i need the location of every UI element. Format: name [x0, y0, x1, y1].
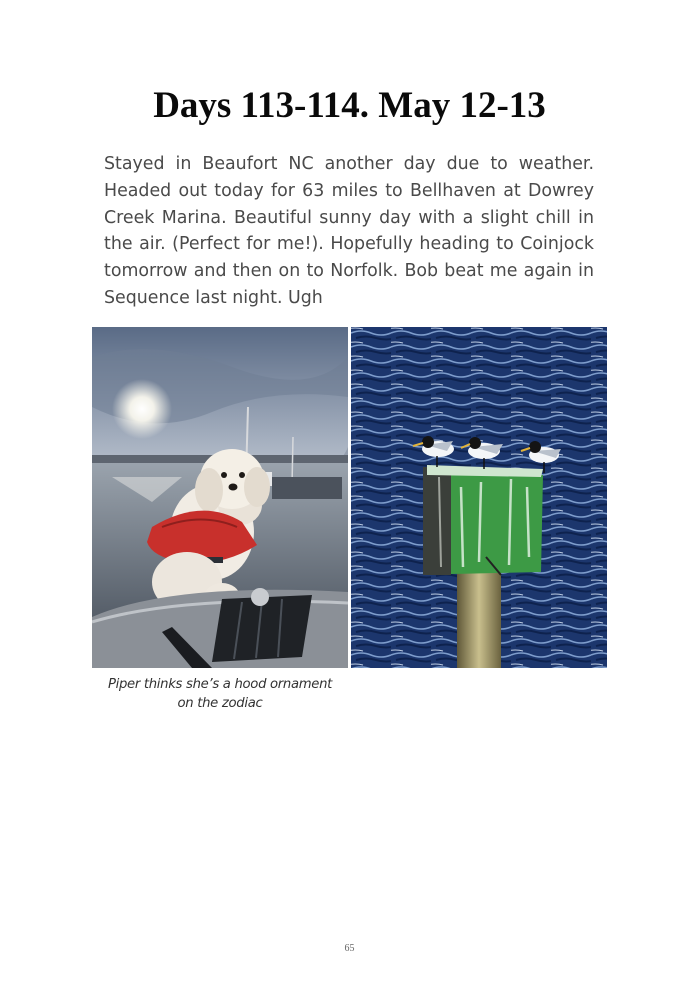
photo-caption-line-2: on the zodiac — [177, 696, 263, 711]
dog-on-zodiac-photo — [92, 327, 348, 668]
terns-on-channel-marker-photo — [351, 327, 607, 668]
photo-caption-line-1: Piper thinks she’s a hood ornament — [107, 677, 333, 692]
journal-entry-text: Stayed in Beaufort NC another day due to weather. Headed out today for 63 miles to Bellhaven at Dowrey Creek Marina. Beautiful sunny day with a slight chill in the air. (Perfect for me!). Hopefully heading to Coinjock tomorrow and then on to Norfolk. Bob beat me again in Sequence last night. Ugh — [104, 154, 594, 308]
photo-caption — [92, 675, 348, 713]
page-title: Days 113-114. May 12-13 — [153, 85, 546, 126]
page-number: 65 — [344, 943, 355, 954]
